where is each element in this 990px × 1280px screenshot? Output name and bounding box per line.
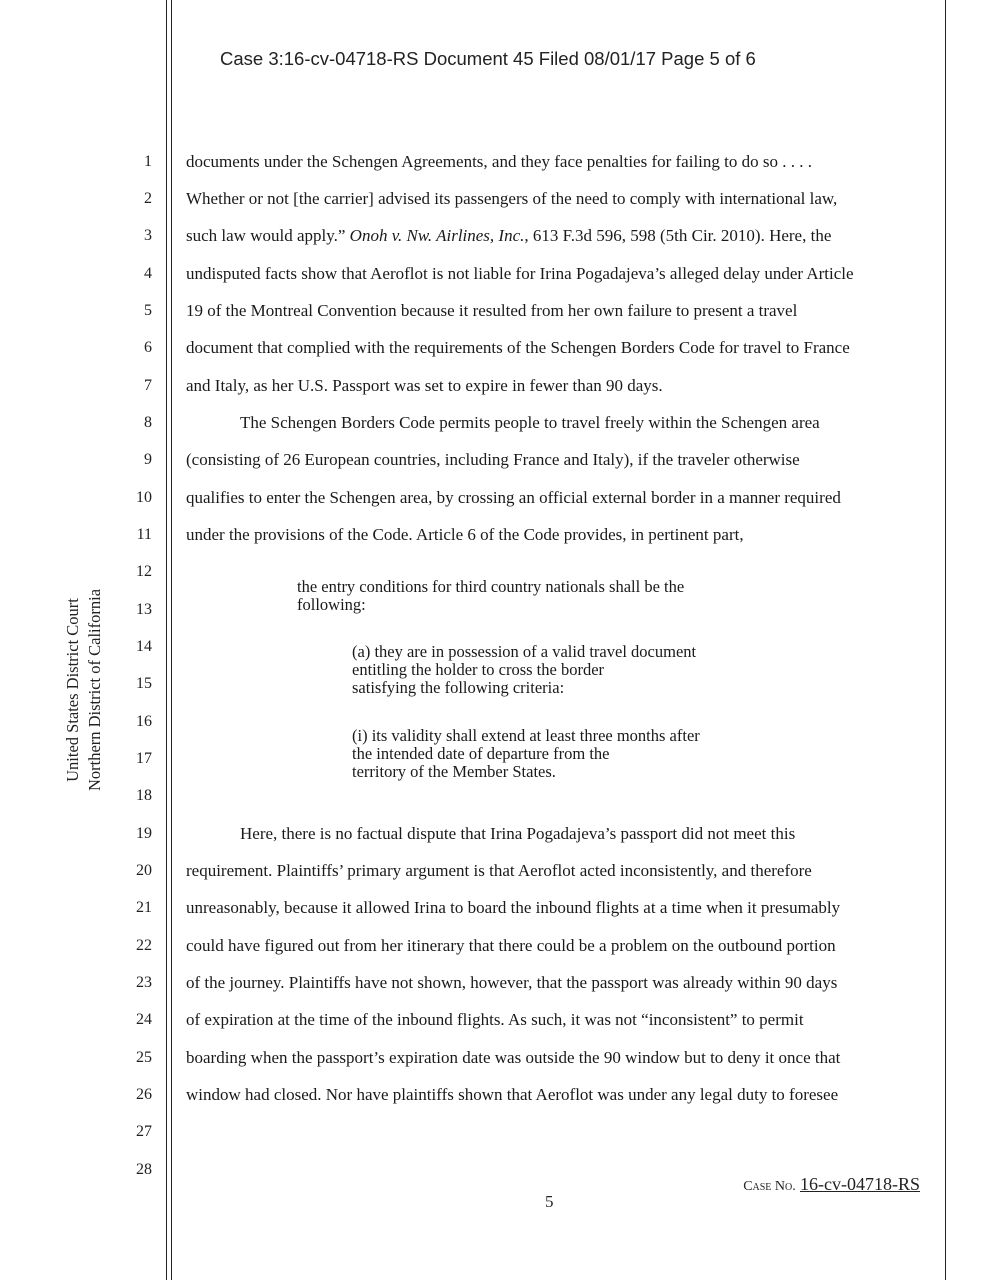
case-number-label: Case No. — [743, 1179, 796, 1194]
text-line: and Italy, as her U.S. Passport was set to expire in fewer than 90 days. — [186, 376, 663, 395]
case-header: Case 3:16-cv-04718-RS Document 45 Filed 08/01/17 Page 5 of 6 — [220, 48, 756, 69]
text-line: could have figured out from her itinerary that there could be a problem on the outbound portion — [186, 936, 836, 955]
court-name-line2: Northern District of California — [85, 588, 104, 792]
line-number: 4 — [144, 265, 152, 282]
line-number: 23 — [136, 974, 152, 991]
text-line: unreasonably, because it allowed Irina to board the inbound flights at a time when it presumably — [186, 898, 841, 917]
text-line: 19 of the Montreal Convention because it resulted from her own failure to present a travel — [186, 301, 798, 320]
court-sidebar — [62, 540, 106, 840]
right-margin-rule — [945, 0, 946, 1280]
line-number: 8 — [144, 414, 152, 431]
line-number: 15 — [136, 675, 152, 692]
text-line: of expiration at the time of the inbound flights. As such, it was not “inconsistent” to permit — [186, 1010, 804, 1029]
text-line: of the journey. Plaintiffs have not shown, however, that the passport was already within 90 days — [186, 973, 838, 992]
line-number: 1 — [144, 153, 152, 170]
line-number: 18 — [136, 787, 152, 804]
text-run: , 613 F.3d 596, 598 (5th Cir. 2010). Here, the — [524, 226, 832, 245]
line-number: 2 — [144, 190, 152, 207]
line-number: 3 — [144, 227, 152, 244]
quote-line: (a) they are in possession of a valid travel document — [352, 642, 697, 661]
line-number: 27 — [136, 1123, 152, 1140]
text-line: requirement. Plaintiffs’ primary argument is that Aeroflot acted inconsistently, and therefore — [186, 861, 812, 880]
text-line: Whether or not [the carrier] advised its passengers of the need to comply with international law, — [186, 189, 838, 208]
line-number: 11 — [136, 526, 152, 543]
case-citation: Onoh v. Nw. Airlines, Inc. — [349, 226, 525, 245]
quote-line: satisfying the following criteria: — [352, 678, 565, 697]
quote-line: following: — [297, 595, 366, 614]
text-line: (consisting of 26 European countries, including France and Italy), if the traveler otherwise — [186, 450, 800, 469]
quote-line: entitling the holder to cross the border — [352, 660, 605, 679]
line-number: 25 — [136, 1049, 152, 1066]
line-number: 5 — [144, 302, 152, 319]
text-line: The Schengen Borders Code permits people to travel freely within the Schengen area — [240, 413, 820, 432]
line-number: 10 — [136, 489, 152, 506]
line-number: 22 — [136, 937, 152, 954]
left-margin-rule — [166, 0, 167, 1280]
line-number: 26 — [136, 1086, 152, 1103]
line-number: 24 — [136, 1011, 152, 1028]
text-line: under the provisions of the Code. Article 6 of the Code provides, in pertinent part, — [186, 525, 744, 544]
footer-case-number — [743, 1174, 920, 1195]
text-line: documents under the Schengen Agreements, and they face penalties for failing to do so . . . . — [186, 152, 812, 171]
quote-line: the intended date of departure from the — [352, 744, 610, 763]
text-line: window had closed. Nor have plaintiffs shown that Aeroflot was under any legal duty to foresee — [186, 1085, 839, 1104]
quote-line: the entry conditions for third country nationals shall be the — [297, 577, 685, 596]
line-number: 20 — [136, 862, 152, 879]
line-number: 28 — [136, 1161, 152, 1178]
quote-line: territory of the Member States. — [352, 762, 556, 781]
text-line: Here, there is no factual dispute that Irina Pogadajeva’s passport did not meet this — [240, 824, 796, 843]
left-margin-rule-inner — [171, 0, 172, 1280]
line-number: 6 — [144, 339, 152, 356]
line-number: 17 — [136, 750, 152, 767]
line-number: 12 — [136, 563, 152, 580]
line-number: 7 — [144, 377, 152, 394]
line-number: 19 — [136, 825, 152, 842]
text-line: qualifies to enter the Schengen area, by crossing an official external border in a manner required — [186, 488, 841, 507]
case-number: 16-cv-04718-RS — [800, 1174, 920, 1194]
text-line — [186, 226, 831, 246]
line-number: 21 — [136, 899, 152, 916]
line-number: 16 — [136, 713, 152, 730]
page-number: 5 — [545, 1192, 554, 1211]
text-line: document that complied with the requirements of the Schengen Borders Code for travel to France — [186, 338, 850, 357]
quote-line: (i) its validity shall extend at least three months after — [352, 726, 700, 745]
line-number: 14 — [136, 638, 152, 655]
text-line: boarding when the passport’s expiration date was outside the 90 window but to deny it once that — [186, 1048, 841, 1067]
text-run: such law would apply.” — [186, 226, 350, 245]
line-number: 9 — [144, 451, 152, 468]
line-number: 13 — [136, 601, 152, 618]
text-line: undisputed facts show that Aeroflot is not liable for Irina Pogadajeva’s alleged delay under Article — [186, 264, 854, 283]
court-name-line1: United States District Court — [63, 598, 82, 782]
